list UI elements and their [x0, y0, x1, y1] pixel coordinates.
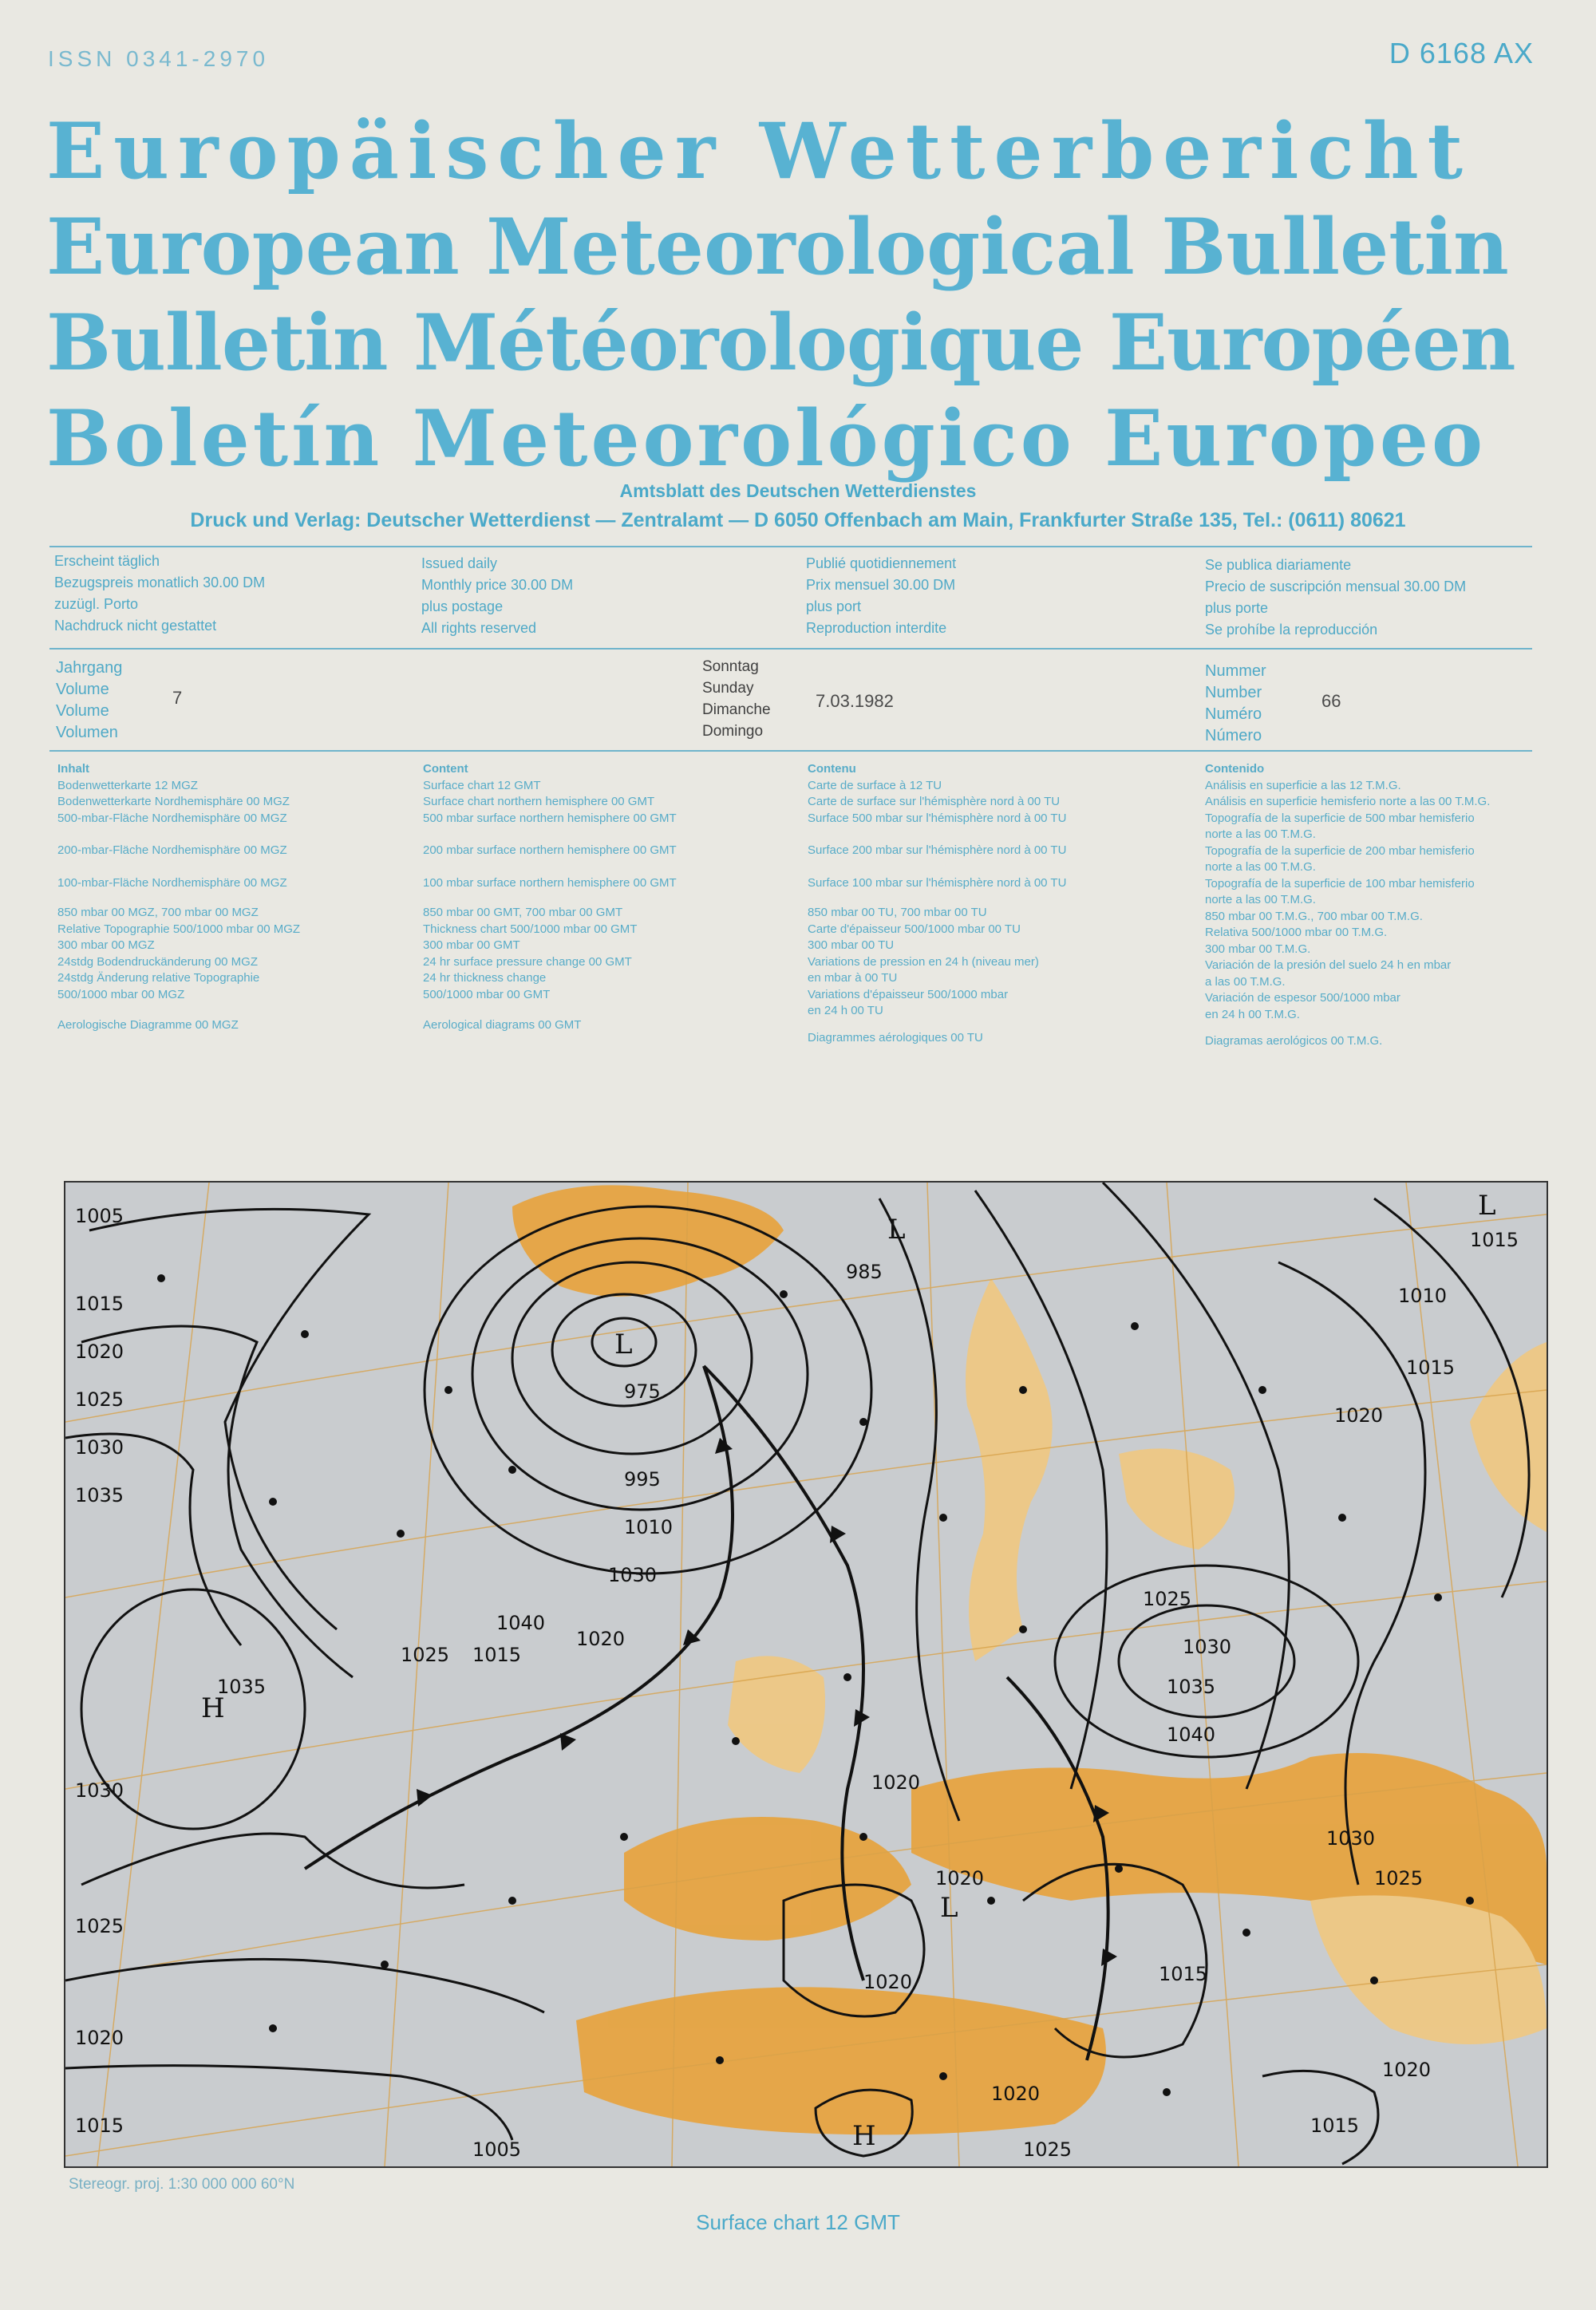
projection-note: Stereogr. proj. 1:30 000 000 60°N	[69, 2176, 295, 2193]
issn-number: ISSN 0341-2970	[48, 46, 270, 71]
isobar-label: 1020	[75, 1341, 124, 1363]
issue-date: 7.03.1982	[816, 691, 894, 711]
isobar-label: 975	[624, 1380, 661, 1403]
high-center: H	[201, 1692, 225, 1724]
high-center: H	[852, 2120, 876, 2152]
contents-spanish: Contenido Análisis en superficie a las 12 T.M.G. Análisis en superficie hemisferio norte a las 00 T.M.G. Topografía de la superficie de 500 mbar hemisferio norte a las 00 T.M.G. Topografía de la superficie de 200 mbar hemisferio norte a las 00 T.M.G. Topografía de la superficie de 100 mbar hemisferio norte a las 00 T.M.G. 850 mbar 00 T.M.G., 700 mbar 00 T.M.G. Relativa 500/1000 mbar 00 T.M.G. 300 mbar 00 T.M.G. Variación de la presión del suelo 24 h en mbar a las 00 T.M.G. Variación de espesor 500/1000 mbar en 24 h 00 T.M.G. Diagramas aerológicos 00 T.M.G.	[1205, 762, 1491, 1048]
isobar-label: 1015	[472, 1644, 522, 1666]
isobar-label: 1015	[1406, 1356, 1456, 1379]
isobar-label: 1025	[75, 1388, 124, 1411]
publication-code: D 6168 AX	[1389, 37, 1534, 69]
masthead-titles	[46, 104, 1547, 487]
title-german: Europäischer Wetterbericht	[46, 106, 1472, 196]
isobar-label: 1030	[1183, 1636, 1232, 1658]
land-masses	[512, 1185, 1547, 2134]
divider	[49, 546, 1532, 547]
subscription-french: Publié quotidiennement Prix mensuel 30.00 DM plus port Reproduction interdite	[806, 555, 957, 636]
low-center: L	[887, 1214, 906, 1246]
title-spanish: Boletín Meteorológico Europeo	[46, 393, 1486, 484]
isobar-label: 1020	[863, 1971, 913, 1993]
isobar-label: 1020	[935, 1867, 985, 1889]
isobar-label: 1020	[871, 1771, 921, 1794]
isobar-label: 1030	[75, 1436, 124, 1459]
publisher-line: Druck und Verlag: Deutscher Wetterdienst — Zentralamt — D 6050 Offenbach am Main, Frankfurter Straße 135, Tel.: (0611) 80621	[190, 509, 1406, 531]
contents-english: Content Surface chart 12 GMT Surface chart northern hemisphere 00 GMT 500 mbar surface northern hemisphere 00 GMT 200 mbar surface northern hemisphere 00 GMT 100 mbar surface northern hemisphere 00 GMT 850 mbar 00 GMT, 700 mbar 00 GMT Thickness chart 500/1000 mbar 00 GMT 300 mbar 00 GMT 24 hr surface pressure change 00 GMT 24 hr thickness change 500/1000 mbar 00 GMT Aerological diagrams 00 GMT	[423, 762, 677, 1032]
isobar-label: 1030	[608, 1564, 658, 1586]
isobar-label: 1015	[1159, 1963, 1208, 1985]
isobar-label: 985	[846, 1261, 883, 1283]
contents-german: Inhalt Bodenwetterkarte 12 MGZ Bodenwetterkarte Nordhemisphäre 00 MGZ 500-mbar-Fläche Nordhemisphäre 00 MGZ 200-mbar-Fläche Nordhemisphäre 00 MGZ 100-mbar-Fläche Nordhemisphäre 00 MGZ 850 mbar 00 MGZ, 700 mbar 00 MGZ Relative Topographie 500/1000 mbar 00 MGZ 300 mbar 00 MGZ 24stdg Bodendruckänderung 00 MGZ 24stdg Änderung relative Topographie 500/1000 mbar 00 MGZ Aerologische Diagramme 00 MGZ	[57, 762, 301, 1032]
isobar-label: 1010	[1398, 1285, 1448, 1307]
isobar-label: 1035	[75, 1484, 124, 1506]
map-caption: Surface chart 12 GMT	[696, 2210, 900, 2234]
isobar-label: 1025	[401, 1644, 450, 1666]
isobar-label: 1015	[1470, 1229, 1519, 1251]
title-english: European Meteorological Bulletin	[46, 202, 1509, 292]
isobar-label: 1035	[217, 1676, 267, 1698]
isobar-label: 1010	[624, 1516, 674, 1538]
isobar-label: 1040	[1167, 1724, 1216, 1746]
isobar-label: 995	[624, 1468, 661, 1491]
title-french: Bulletin Météorologique Européen	[46, 298, 1515, 388]
divider	[49, 648, 1532, 650]
low-center: L	[1478, 1190, 1496, 1222]
isobar-label: 1020	[75, 2027, 124, 2049]
amtsblatt-line: Amtsblatt des Deutschen Wetterdienstes	[619, 480, 977, 501]
low-center: L	[614, 1329, 633, 1360]
subscription-spanish: Se publica diariamente Precio de suscripción mensual 30.00 DM plus porte Se prohíbe la reproducción	[1205, 557, 1467, 638]
contents-french: Contenu Carte de surface à 12 TU Carte de surface sur l'hémisphère nord à 00 TU Surface 500 mbar sur l'hémisphère nord à 00 TU Surface 200 mbar sur l'hémisphère nord à 00 TU Surface 100 mbar sur l'hémisphère nord à 00 TU 850 mbar 00 TU, 700 mbar 00 TU Carte d'épaisseur 500/1000 mbar 00 TU 300 mbar 00 TU Variations de pression en 24 h (niveau mer) en mbar à 00 TU Variations d'épaisseur 500/1000 mbar en 24 h 00 TU Diagrammes aérologiques 00 TU	[808, 762, 1067, 1044]
isobar-label: 1025	[1374, 1867, 1424, 1889]
isobar-label: 1040	[496, 1612, 546, 1634]
isobar-label: 1005	[75, 1205, 124, 1227]
isobar-label: 1020	[576, 1628, 626, 1650]
volume-labels: Jahrgang Volume Volume Volumen	[56, 659, 123, 741]
map-graphic	[65, 1183, 1547, 2166]
divider	[49, 750, 1532, 752]
subscription-english: Issued daily Monthly price 30.00 DM plus postage All rights reserved	[421, 555, 574, 636]
subscription-german: Erscheint täglich Bezugspreis monatlich 30.00 DM zuzügl. Porto Nachdruck nicht gestattet	[54, 553, 266, 634]
number-labels: Nummer Number Numéro Número	[1205, 662, 1266, 744]
isobar-label: 1035	[1167, 1676, 1216, 1698]
surface-weather-map	[64, 1181, 1548, 2168]
isobar-label: 1015	[75, 2115, 124, 2137]
isobar-label: 1030	[75, 1779, 124, 1802]
day-labels: Sonntag Sunday Dimanche Domingo	[702, 658, 771, 740]
low-center: L	[940, 1892, 958, 1924]
isobar-label: 1020	[991, 2083, 1041, 2105]
volume-value: 7	[172, 688, 183, 708]
isobar-label: 1020	[1334, 1404, 1384, 1427]
isobar-label: 1025	[1143, 1588, 1192, 1610]
isobar-label: 1020	[1382, 2059, 1432, 2081]
isobar-label: 1025	[75, 1915, 124, 1937]
isobar-label: 1015	[75, 1293, 124, 1315]
isobar-label: 1015	[1310, 2115, 1360, 2137]
isobar-label: 1005	[472, 2138, 522, 2161]
isobar-label: 1025	[1023, 2138, 1073, 2161]
isobar-label: 1030	[1326, 1827, 1376, 1850]
issue-number: 66	[1321, 691, 1341, 711]
